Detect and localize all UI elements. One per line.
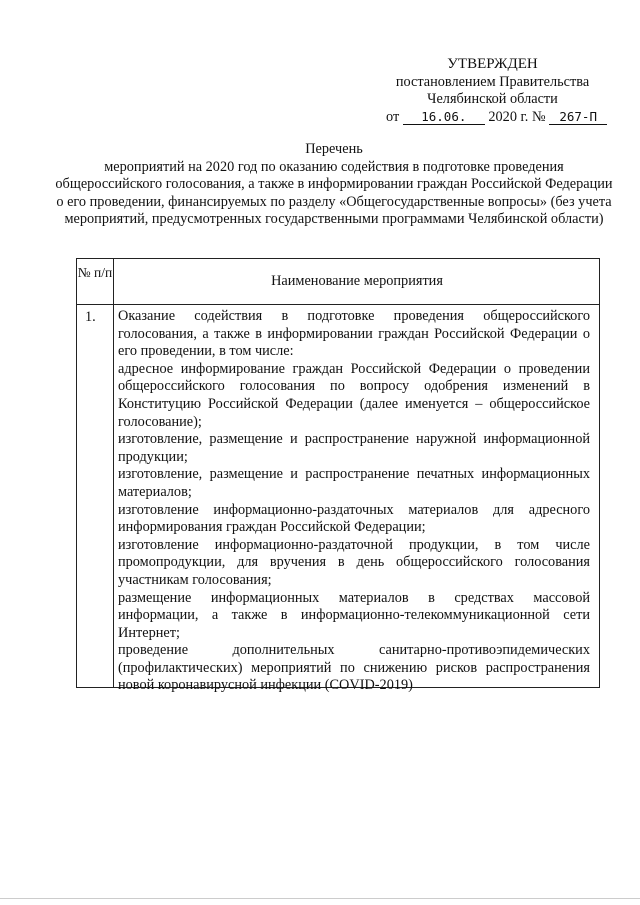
year-text: 2020 г. № — [488, 108, 546, 125]
paragraph-item: изготовление, размещение и распространение печатных информационных материалов; — [118, 466, 590, 500]
paragraph-item: размещение информационных материалов в средствах массовой информации, а также в информационно-телекоммуникационной сети Интернет; — [118, 589, 590, 641]
approval-line-2: Челябинской области — [427, 91, 558, 108]
approval-date: 16.06. — [403, 110, 485, 125]
scan-edge-line — [0, 898, 640, 899]
paragraph-item: изготовление, размещение и распространение наружной информационной продукции; — [118, 431, 590, 465]
header-divider — [77, 304, 599, 305]
date-prefix: от — [386, 108, 400, 125]
activities-table — [76, 258, 600, 694]
header-name: Наименование мероприятия — [271, 273, 443, 289]
paragraph-item: изготовление информационно-раздаточных материалов для адресного информирования граждан Российской Федерации; — [118, 501, 590, 536]
paragraph-item: изготовление информационно-раздаточной продукции, в том числе промопродукции, для вручения в день общероссийского голосования участникам голосования; — [118, 536, 590, 588]
approval-stamp — [380, 56, 605, 126]
paragraph-intro: Оказание содействия в подготовке проведения общероссийского голосования, а также в информировании граждан Российской Федерации о его проведении, в том числе: — [118, 308, 590, 360]
header-number: № п/п — [77, 265, 113, 280]
approval-date-line — [380, 109, 605, 127]
approval-heading: УТВЕРЖДЕН — [447, 56, 538, 72]
row-number: 1. — [85, 309, 96, 325]
paragraph-item: адресное информирование граждан Российской Федерации о проведении общероссийского голосования по вопросу одобрения изменений в Конституцию Российской Федерации (далее именуется – общероссийское голосование); — [118, 360, 590, 430]
paragraph-item: проведение дополнительных санитарно-противоэпидемических (профилактических) мероприятий по снижению рисков распространения новой коронавирусной инфекции (COVID-2019) — [118, 642, 590, 694]
document-subtitle: мероприятий на 2020 год по оказанию содействия в подготовке проведения общероссийского голосования, а также в информировании граждан Российской Федерации о его проведении, финансируемых по разделу «Общегосударственные вопросы» (без учета мероприятий, предусмотренных государственными программами Челябинской области) — [55, 158, 613, 228]
column-divider — [113, 259, 114, 687]
document-caption — [55, 141, 613, 229]
approval-number: 267-П — [549, 110, 607, 125]
row-description — [118, 308, 590, 695]
approval-line-1: постановлением Правительства — [395, 73, 590, 90]
document-title: Перечень — [305, 141, 363, 157]
